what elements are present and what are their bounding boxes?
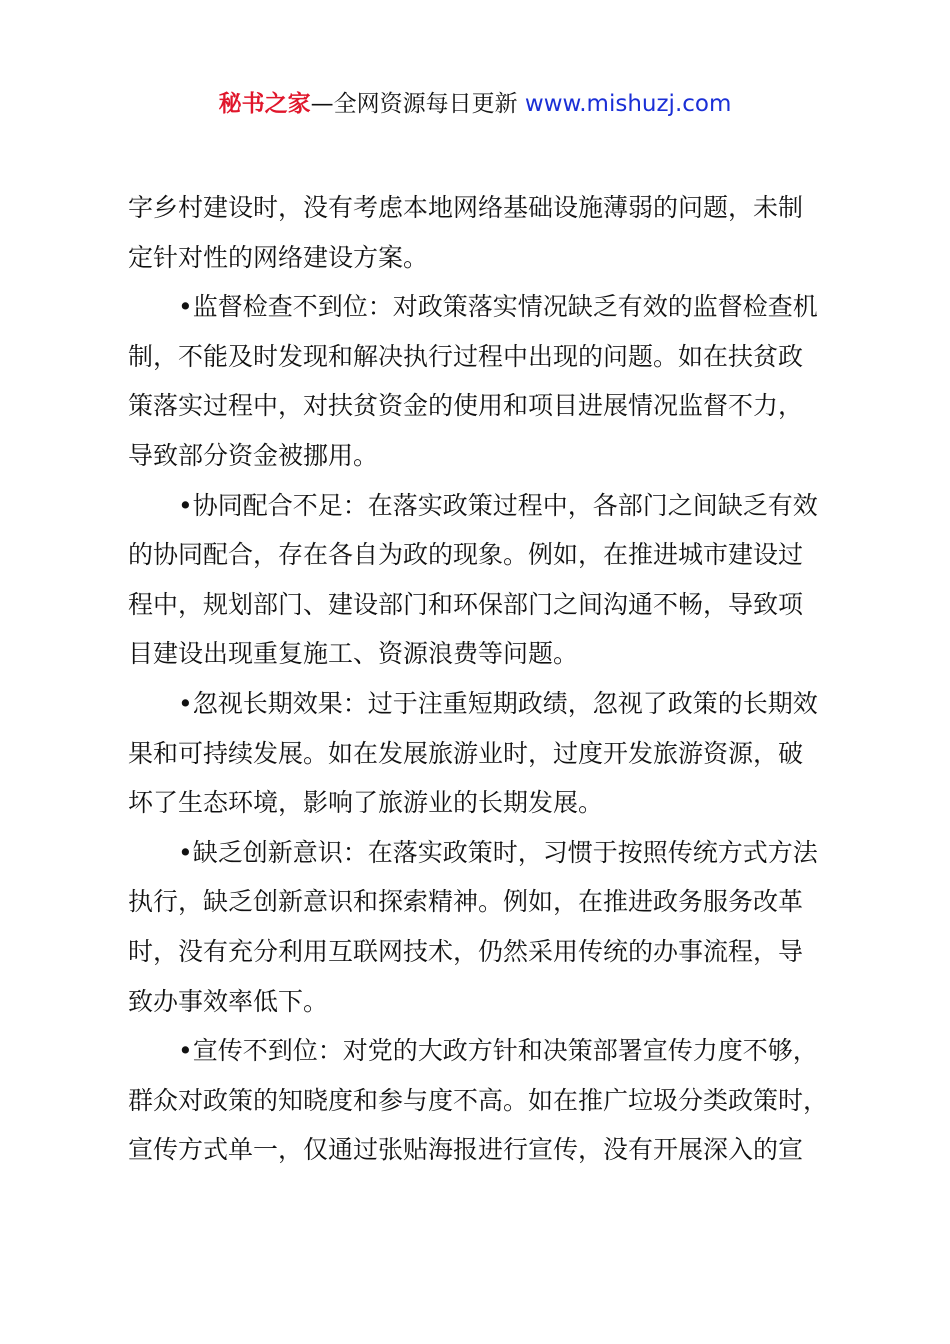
paragraph-supervision <box>128 282 828 480</box>
text-line: •缺乏创新意识：在落实政策时，习惯于按照传统方式方法 <box>178 837 818 867</box>
text-line: 坏了生态环境，影响了旅游业的长期发展。 <box>128 788 604 818</box>
text-line: 制，不能及时发现和解决执行过程中出现的问题。如在扶贫政 <box>128 341 804 371</box>
text-line: 宣传方式单一，仅通过张贴海报进行宣传，没有开展深入的宣 <box>128 1135 804 1165</box>
site-brand: 秘书之家 <box>218 91 311 117</box>
text-line: 的协同配合，存在各自为政的现象。例如，在推进城市建设过 <box>128 540 804 570</box>
text-line: 定针对性的网络建设方案。 <box>128 242 429 272</box>
text-line: 时，没有充分利用互联网技术，仍然采用传统的办事流程，导 <box>128 936 804 966</box>
text-line: •监督检查不到位：对政策落实情况缺乏有效的监督检查机 <box>178 292 818 322</box>
text-line: •忽视长期效果：过于注重短期政绩，忽视了政策的长期效 <box>178 688 818 718</box>
page-header <box>0 88 950 120</box>
site-url[interactable]: www.mishuzj.com <box>524 91 732 117</box>
text-line: 致办事效率低下。 <box>128 986 329 1016</box>
text-line: 果和可持续发展。如在发展旅游业时，过度开发旅游资源，破 <box>128 738 804 768</box>
paragraph-coordination <box>128 481 828 679</box>
document-body <box>128 183 828 1175</box>
paragraph-publicity <box>128 1026 828 1175</box>
paragraph-innovation <box>128 828 828 1026</box>
site-tagline: —全网资源每日更新 <box>310 91 525 117</box>
text-line: 策落实过程中，对扶贫资金的使用和项目进展情况监督不力， <box>128 391 804 421</box>
paragraph-continuation <box>128 183 828 282</box>
text-line: •宣传不到位：对党的大政方针和决策部署宣传力度不够， <box>178 1036 818 1066</box>
text-line: 执行，缺乏创新意识和探索精神。例如，在推进政务服务改革 <box>128 887 804 917</box>
paragraph-long-term <box>128 679 828 828</box>
text-line: 导致部分资金被挪用。 <box>128 440 379 470</box>
text-line: •协同配合不足：在落实政策过程中，各部门之间缺乏有效 <box>178 490 818 520</box>
text-line: 群众对政策的知晓度和参与度不高。如在推广垃圾分类政策时， <box>128 1085 829 1115</box>
text-line: 程中，规划部门、建设部门和环保部门之间沟通不畅，导致项 <box>128 589 804 619</box>
text-line: 字乡村建设时，没有考虑本地网络基础设施薄弱的问题，未制 <box>128 193 804 222</box>
text-line: 目建设出现重复施工、资源浪费等问题。 <box>128 639 579 669</box>
